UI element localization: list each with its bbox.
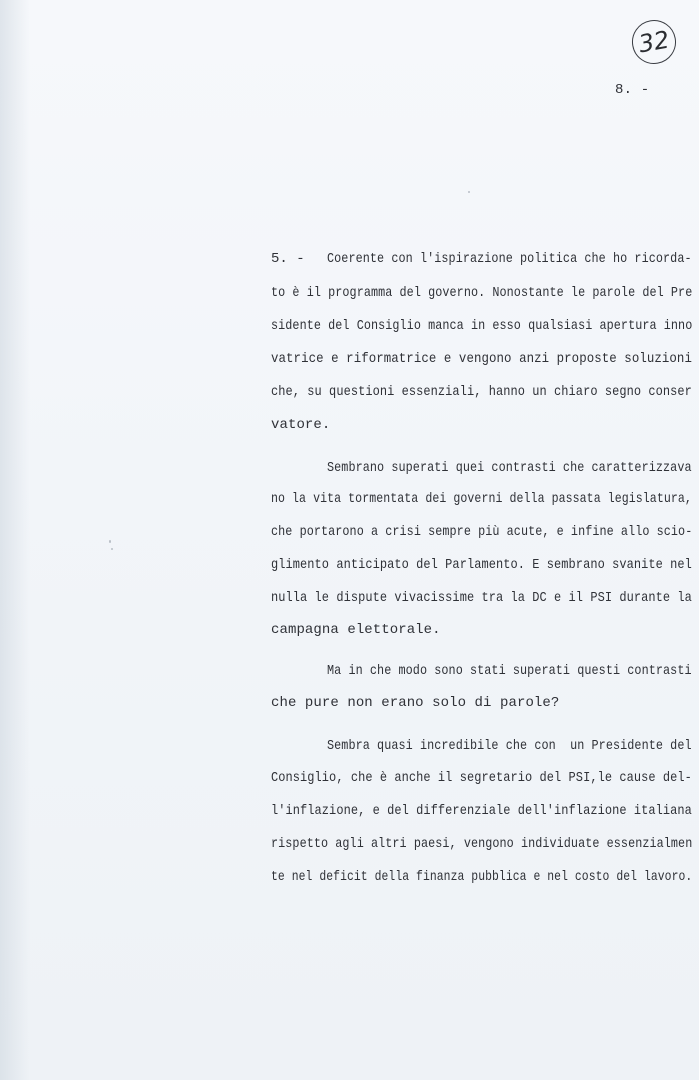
paragraph-1-line-2: to è il programma del governo. Nonostante le parole del Pre — [271, 285, 693, 301]
paragraph-1-line-1: Coerente con l'ispirazione politica che ho ricorda- — [327, 251, 692, 267]
paragraph-1-line-6: vatore. — [271, 417, 331, 433]
section-number: 5. - — [271, 251, 305, 267]
page-number: 8. - — [615, 82, 650, 98]
paragraph-2-line-5: nulla le dispute vivacissime tra la DC e il PSI durante la — [271, 590, 692, 606]
paragraph-4-line-4: rispetto agli altri paesi, vengono individuate essenzialmen — [271, 836, 693, 852]
scan-speck — [468, 191, 470, 193]
paragraph-1-line-3: sidente del Consiglio manca in esso qualsiasi apertura inno — [271, 318, 693, 334]
paragraph-2-line-6: campagna elettorale. — [271, 622, 441, 638]
paragraph-2-line-2: no la vita tormentata dei governi della passata legislatura, — [271, 491, 692, 507]
paragraph-1-line-4: vatrice e riformatrice e vengono anzi proposte soluzioni — [271, 351, 692, 367]
scan-speck — [111, 548, 113, 550]
handwritten-stamp-number: 32 — [636, 25, 672, 59]
paragraph-4-line-1: Sembra quasi incredibile che con un Presidente del — [327, 738, 692, 754]
paragraph-2-line-3: che portarono a crisi sempre più acute, e infine allo scio- — [271, 524, 693, 540]
paragraph-2-line-4: glimento anticipato del Parlamento. E sembrano svanite nel — [271, 557, 692, 573]
handwritten-page-stamp — [629, 17, 680, 68]
paragraph-4-line-3: l'inflazione, e del differenziale dell'inflazione italiana — [271, 803, 692, 819]
paragraph-1-line-5: che, su questioni essenziali, hanno un chiaro segno conser — [271, 384, 692, 400]
scan-left-edge-shadow — [0, 0, 30, 1080]
paragraph-3-line-1: Ma in che modo sono stati superati questi contrasti — [327, 663, 692, 679]
paragraph-4-line-2: Consiglio, che è anche il segretario del PSI,le cause del- — [271, 770, 692, 786]
paragraph-3-line-2: che pure non erano solo di parole? — [271, 695, 560, 711]
scan-speck — [109, 540, 111, 543]
paragraph-4-line-5: te nel deficit della finanza pubblica e nel costo del lavoro. — [271, 869, 693, 885]
paragraph-2-line-1: Sembrano superati quei contrasti che caratterizzava — [327, 460, 692, 476]
